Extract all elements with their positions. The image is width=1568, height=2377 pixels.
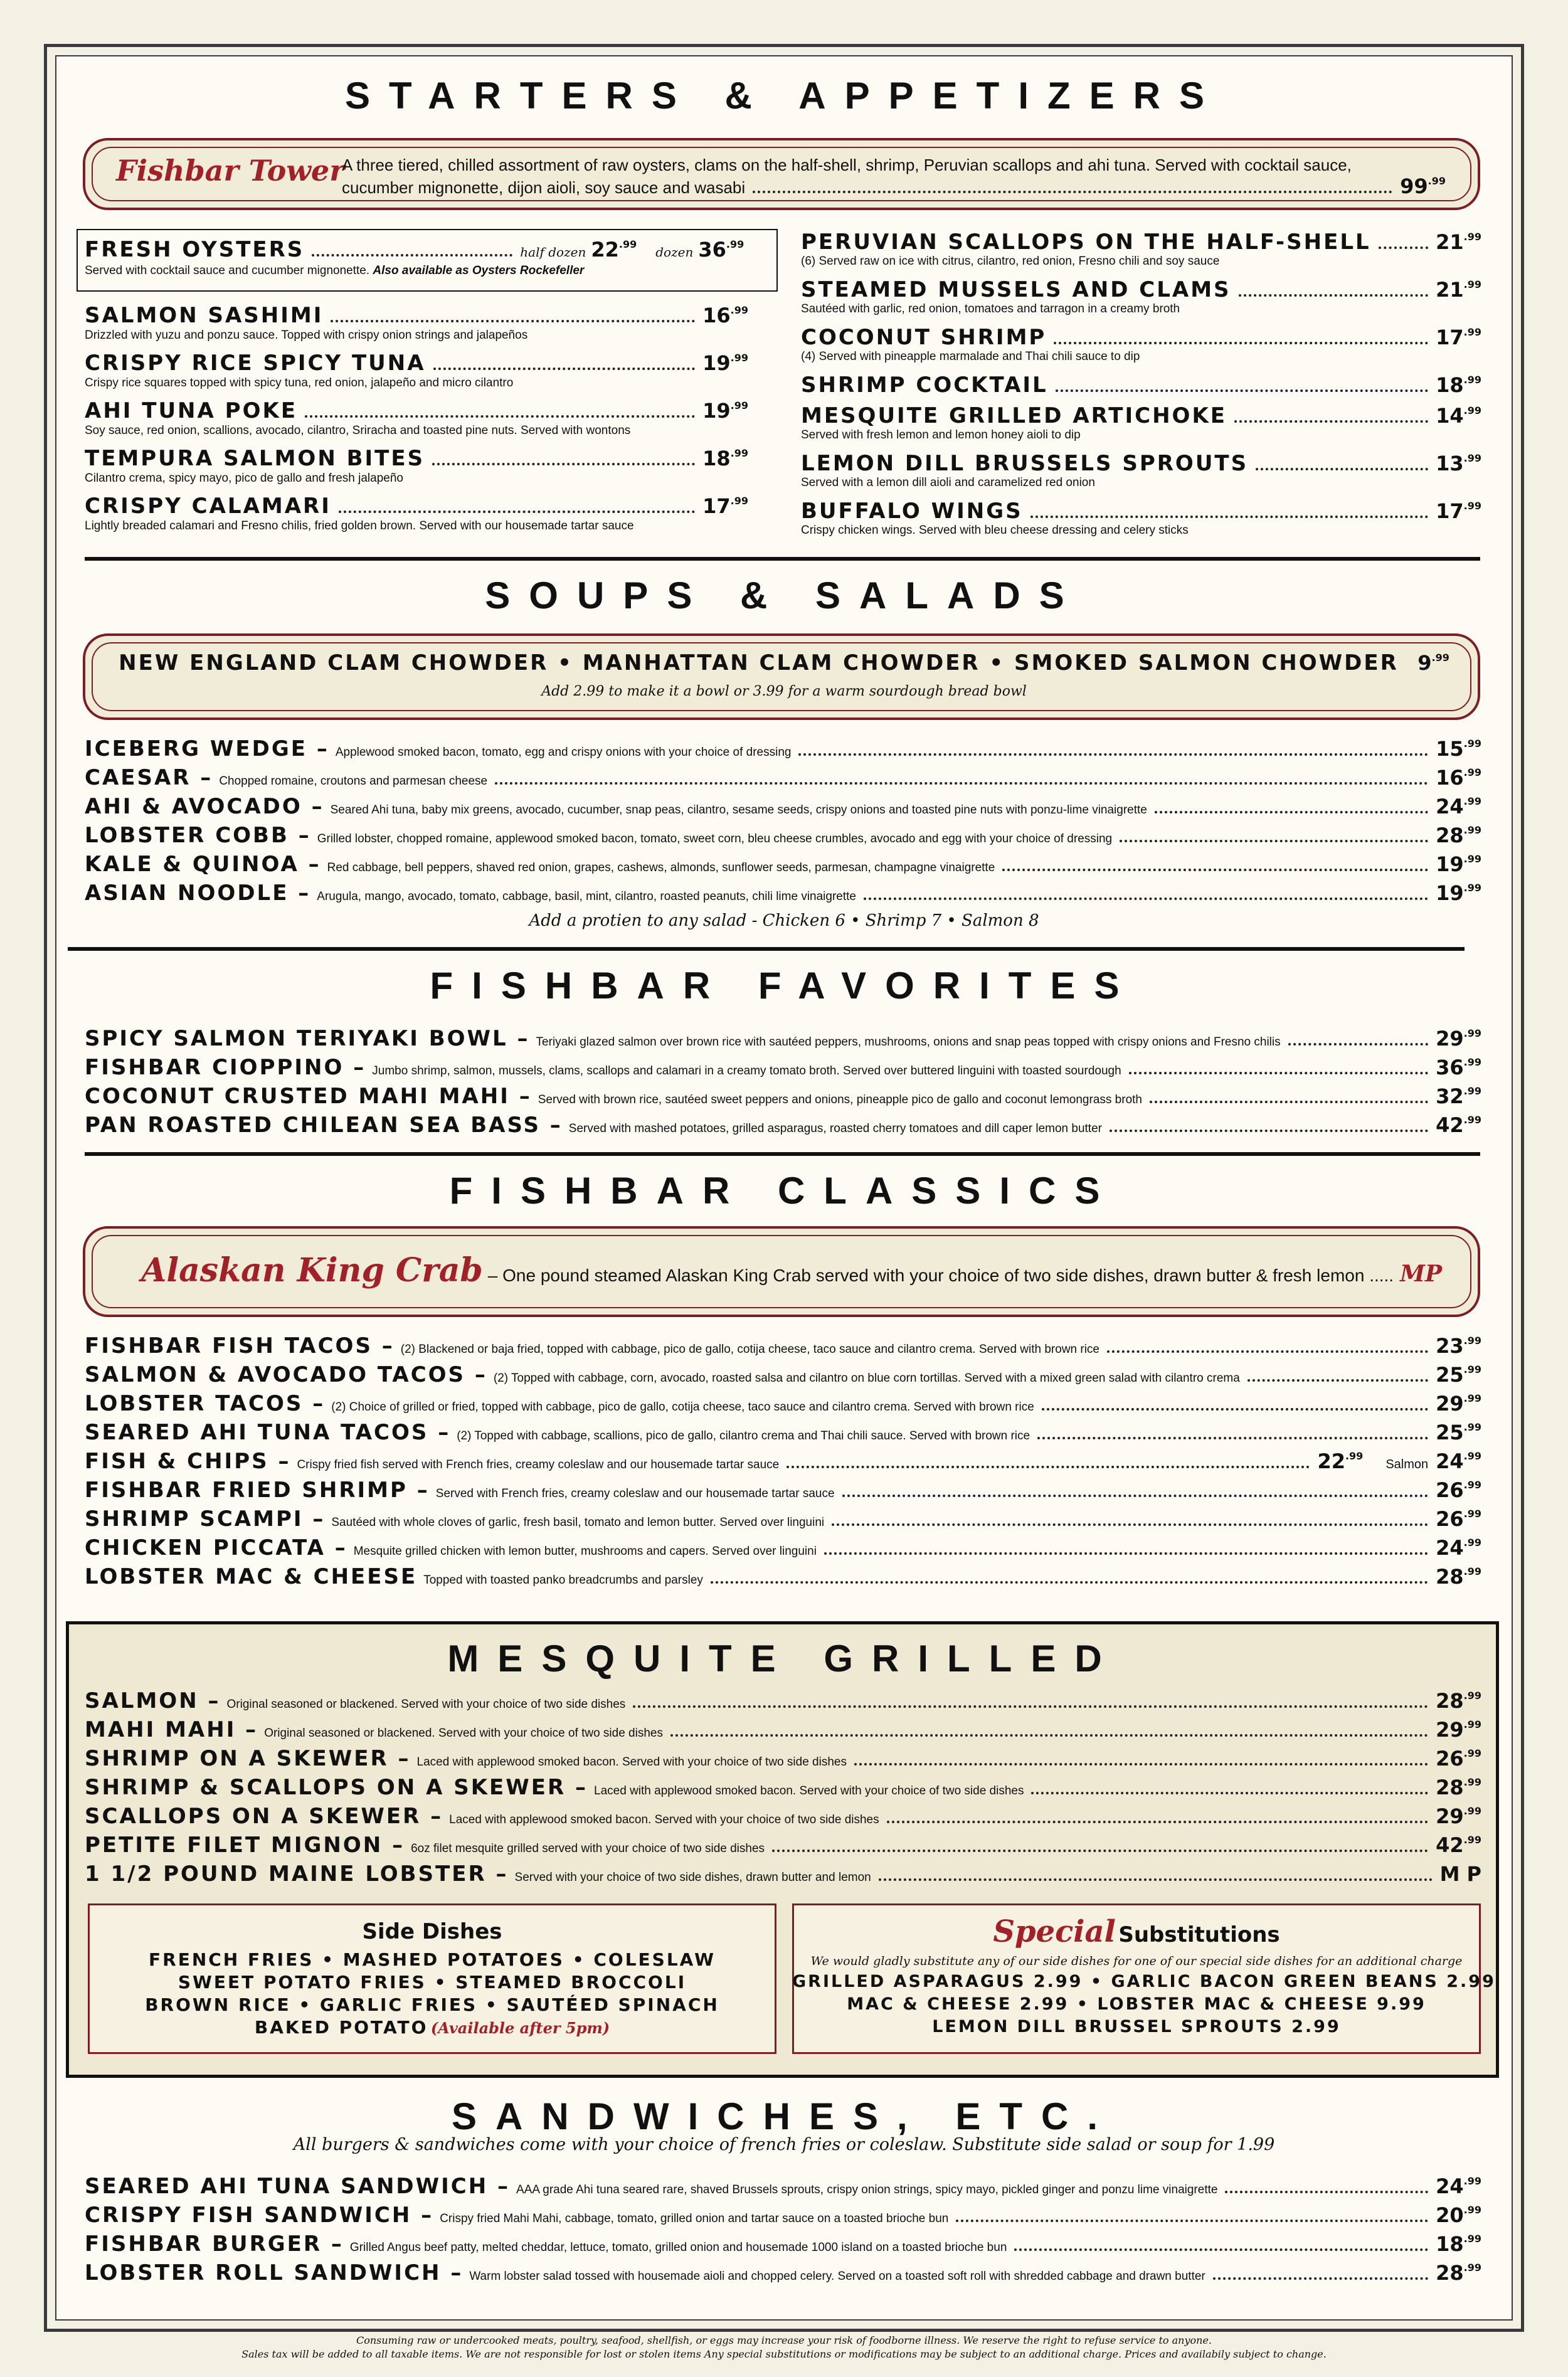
- item-desc: Drizzled with yuzu and ponzu sauce. Topped with crispy onion strings and jalapeños: [85, 329, 528, 342]
- menu-item: KALE & QUINOA – Red cabbage, bell peppers, shaved red onion, grapes, cashews, almonds, sunflower seeds, parmesan, champagne vinaigrette $19^{.99}$: [85, 852, 1481, 877]
- side-dishes-line: BAKED POTATO (Available after 5pm): [254, 2017, 610, 2038]
- menu-item: SHRIMP COCKTAIL $18^{.99}$: [801, 373, 1481, 398]
- king-crab-title: Alaskan King Crab: [141, 1251, 483, 1289]
- menu-item-fish-chips: FISH & CHIPS – Crispy fried fish served with French fries, creamy coleslaw and our housemade tartar sauce $22^{.99}$ Salmon $24^{.99}$: [85, 1449, 1481, 1474]
- chowder-banner: [83, 633, 1480, 720]
- item-desc: Served with fresh lemon and lemon honey aioli to dip: [801, 428, 1081, 442]
- side-dishes-line: BROWN RICE • GARLIC FRIES • SAUTÉED SPINACH: [145, 1994, 719, 2015]
- king-crab-desc: – One pound steamed Alaskan King Crab served with your choice of two side dishes, drawn butter & fresh lemon .....: [487, 1266, 1394, 1285]
- fishbar-tower-desc2: cucumber mignonette, dijon aioli, soy sauce and wasabi: [342, 178, 746, 197]
- chowder-price: $9^{.99}$: [1417, 651, 1449, 675]
- section-title-favorites: FISHBAR FAVORITES: [430, 965, 1138, 1007]
- section-divider: [85, 557, 1480, 561]
- special-subs-line: GRILLED ASPARAGUS 2.99 • GARLIC BACON GREEN BEANS 2.99: [792, 1972, 1496, 1991]
- chowder-row: [0, 650, 1568, 675]
- king-crab-row: [141, 1251, 1442, 1289]
- fishbar-tower-desc: A three tiered, chilled assortment of raw oysters, clams on the half-shell, shrimp, Peruvian scallops and ahi tuna. Served with cocktail sauce,: [342, 156, 1352, 174]
- menu-item: SALMON & AVOCADO TACOS – (2) Topped with cabbage, corn, avocado, roasted salsa and cilantro on blue corn tortillas. Served with a mixed green salad with cilantro crema $25^{.99}$: [85, 1362, 1481, 1387]
- menu-item: CRISPY FISH SANDWICH – Crispy fried Mahi Mahi, cabbage, tomato, grilled onion and tartar sauce on a toasted brioche bun $20^{.99}$: [85, 2203, 1481, 2228]
- menu-item: FISHBAR CIOPPINO – Jumbo shrimp, salmon, mussels, clams, scallops and calamari in a creamy tomato broth. Served over buttered linguini with toasted sourdough $36^{.99}$: [85, 1055, 1481, 1080]
- menu-item: CRISPY RICE SPICY TUNA $19^{.99}$: [85, 351, 748, 376]
- menu-item: ASIAN NOODLE – Arugula, mango, avocado, tomato, cabbage, basil, mint, cilantro, roasted peanuts, chili lime vinaigrette $19^{.99}$: [85, 881, 1481, 906]
- menu-item: SHRIMP ON A SKEWER – Laced with applewood smoked bacon. Served with your choice of two side dishes $26^{.99}$: [85, 1746, 1481, 1771]
- oysters-desc: Served with cocktail sauce and cucumber mignonette. Also available as Oysters Rockefeller: [85, 264, 585, 277]
- menu-item: CHICKEN PICCATA – Mesquite grilled chicken with lemon butter, mushrooms and capers. Served over linguini $24^{.99}$: [85, 1535, 1481, 1560]
- footer-disclaimer: Consuming raw or undercooked meats, poultry, seafood, shellfish, or eggs may increase your risk of foodborne illness. We reserve the right to refuse service to anyone.: [356, 2334, 1212, 2346]
- menu-item: PERUVIAN SCALLOPS ON THE HALF-SHELL $21^{.99}$: [801, 230, 1481, 255]
- item-desc: Cilantro crema, spicy mayo, pico de gallo and fresh jalapeño: [85, 472, 403, 485]
- menu-item: SCALLOPS ON A SKEWER – Laced with applewood smoked bacon. Served with your choice of two side dishes $29^{.99}$: [85, 1804, 1481, 1829]
- menu-item: SHRIMP SCAMPI – Sautéed with whole cloves of garlic, fresh basil, tomato and lemon butter. Served over linguini $26^{.99}$: [85, 1506, 1481, 1532]
- menu-item: CRISPY CALAMARI $17^{.99}$: [85, 494, 748, 519]
- menu-item: SEARED AHI TUNA SANDWICH – AAA grade Ahi tuna seared rare, shaved Brussels sprouts, crispy onion strings, spicy mayo, pickled ginger and ponzu lime vinaigrette $24^{.99}$: [85, 2174, 1481, 2199]
- side-dishes-title: Side Dishes: [362, 1919, 502, 1944]
- oysters-dozen-price: $36^{.99}$: [698, 238, 744, 262]
- menu-item: LEMON DILL BRUSSELS SPROUTS $13^{.99}$: [801, 451, 1481, 476]
- oysters-dozen-label: dozen: [655, 245, 694, 260]
- item-desc: Soy sauce, red onion, scallions, avocado, cilantro, Sriracha and toasted pine nuts. Served with wontons: [85, 424, 631, 437]
- item-desc: Served with a lemon dill aioli and caramelized red onion: [801, 476, 1095, 489]
- menu-item: SEARED AHI TUNA TACOS – (2) Topped with cabbage, scallions, pico de gallo, cilantro crema and Thai chili sauce. Served with brown rice $25^{.99}$: [85, 1420, 1481, 1445]
- menu-item: PETITE FILET MIGNON – 6oz filet mesquite grilled served with your choice of two side dishes $42^{.99}$: [85, 1833, 1481, 1858]
- chowder-note: Add 2.99 to make it a bowl or 3.99 for a warm sourdough bread bowl: [541, 684, 1027, 699]
- section-title-starters: STARTERS & APPETIZERS: [344, 75, 1224, 117]
- menu-item: STEAMED MUSSELS AND CLAMS $21^{.99}$: [801, 277, 1481, 302]
- menu-item: COCONUT SHRIMP $17^{.99}$: [801, 325, 1481, 350]
- item-desc: (4) Served with pineapple marmalade and Thai chili sauce to dip: [801, 350, 1140, 363]
- menu-item: MESQUITE GRILLED ARTICHOKE $14^{.99}$: [801, 403, 1481, 428]
- menu-item: LOBSTER TACOS – (2) Choice of grilled or fried, topped with cabbage, pico de gallo, cotija cheese, taco sauce and cilantro crema. Served with brown rice $29^{.99}$: [85, 1391, 1481, 1416]
- protein-note: Add a protien to any salad - Chicken 6 • Shrimp 7 • Salmon 8: [529, 911, 1039, 930]
- menu-item: 1 1/2 POUND MAINE LOBSTER – Served with your choice of two side dishes, drawn butter and lemon M P: [85, 1861, 1481, 1887]
- section-divider: [85, 1152, 1480, 1156]
- menu-item: MAHI MAHI – Original seasoned or blackened. Served with your choice of two side dishes $29^{.99}$: [85, 1717, 1481, 1742]
- menu-item: FISHBAR BURGER – Grilled Angus beef patty, melted cheddar, lettuce, tomato, grilled onion and housemade 1000 island on a toasted brioche bun $18^{.99}$: [85, 2231, 1481, 2257]
- menu-item: ICEBERG WEDGE – Applewood smoked bacon, tomato, egg and crispy onions with your choice of dressing $15^{.99}$: [85, 736, 1481, 761]
- item-desc: Lightly breaded calamari and Fresno chilis, fried golden brown. Served with our housemade tartar sauce: [85, 519, 634, 532]
- menu-item: LOBSTER MAC & CHEESE Topped with toasted panko breadcrumbs and parsley $28^{.99}$: [85, 1564, 1481, 1589]
- menu-item: AHI TUNA POKE $19^{.99}$: [85, 398, 748, 423]
- menu-item: SPICY SALMON TERIYAKI BOWL – Teriyaki glazed salmon over brown rice with sautéed peppers, mushrooms, onions and snap peas topped with crispy onions and Fresno chilis $29^{.99}$: [85, 1026, 1481, 1051]
- special-subs-line: LEMON DILL BRUSSEL SPROUTS 2.99: [932, 2017, 1341, 2036]
- section-title-sandwiches: SANDWICHES, ETC.: [451, 2095, 1117, 2137]
- sandwich-note: All burgers & sandwiches come with your choice of french fries or coleslaw. Substitute side salad or soup for 1.99: [293, 2135, 1275, 2154]
- section-title-classics: FISHBAR CLASSICS: [449, 1170, 1119, 1212]
- king-crab-price: MP: [1400, 1261, 1443, 1287]
- section-divider: [68, 947, 1465, 951]
- menu-item: AHI & AVOCADO – Seared Ahi tuna, baby mix greens, avocado, cucumber, snap peas, cilantro, sesame seeds, crispy onions and toasted pine nuts with ponzu-lime vinaigrette $24^{.99}$: [85, 794, 1481, 819]
- item-desc: (6) Served raw on ice with citrus, cilantro, red onion, Fresno chili and soy sauce: [801, 255, 1220, 268]
- menu-item: CAESAR – Chopped romaine, croutons and parmesan cheese $16^{.99}$: [85, 765, 1481, 790]
- item-desc: Sautéed with garlic, red onion, tomatoes and tarragon in a creamy broth: [801, 302, 1180, 315]
- side-dishes-line: SWEET POTATO FRIES • STEAMED BROCCOLI: [177, 1972, 687, 1993]
- menu-item: FISHBAR FRIED SHRIMP – Served with French fries, creamy coleslaw and our housemade tartar sauce $26^{.99}$: [85, 1478, 1481, 1503]
- side-dishes-line: FRENCH FRIES • MASHED POTATOES • COLESLAW: [149, 1949, 716, 1970]
- item-desc: Crispy chicken wings. Served with bleu cheese dressing and celery sticks: [801, 524, 1189, 537]
- oysters-half-price: $22^{.99}$: [591, 238, 637, 262]
- chowder-list: NEW ENGLAND CLAM CHOWDER • MANHATTAN CLAM CHOWDER • SMOKED SALMON CHOWDER: [119, 650, 1399, 675]
- oysters-name: FRESH OYSTERS: [85, 237, 305, 262]
- menu-item: SALMON – Original seasoned or blackened. Served with your choice of two side dishes $28^{.99}$: [85, 1688, 1481, 1713]
- special-subs-line: MAC & CHEESE 2.99 • LOBSTER MAC & CHEESE 9.99: [847, 1994, 1426, 2014]
- menu-item: SALMON SASHIMI $16^{.99}$: [85, 303, 748, 328]
- menu-item: BUFFALO WINGS $17^{.99}$: [801, 499, 1481, 524]
- dot-leader: [753, 191, 1392, 193]
- menu-item: LOBSTER COBB – Grilled lobster, chopped romaine, applewood smoked bacon, tomato, sweet corn, bleu cheese crumbles, avocado and egg with your choice of dressing $28^{.99}$: [85, 823, 1481, 848]
- fishbar-tower-price: $99^{.99}$: [1400, 174, 1446, 198]
- fishbar-tower-title: Fishbar Tower: [116, 154, 345, 188]
- menu-item: FISHBAR FISH TACOS – (2) Blackened or baja fried, topped with cabbage, pico de gallo, cotija cheese, taco sauce and cilantro crema. Served with brown rice $23^{.99}$: [85, 1333, 1481, 1358]
- fishbar-tower-row: [342, 174, 1446, 198]
- menu-item: COCONUT CRUSTED MAHI MAHI – Served with brown rice, sautéed sweet peppers and onions, pineapple pico de gallo and coconut lemongrass broth $32^{.99}$: [85, 1084, 1481, 1109]
- menu-item: LOBSTER ROLL SANDWICH – Warm lobster salad tossed with housemade aioli and chopped celery. Served on a toasted soft roll with shredded cabbage and drawn butter $28^{.99}$: [85, 2260, 1481, 2285]
- special-subs-note: We would gladly substitute any of our side dishes for one of our special side dishes for an additional charge: [810, 1954, 1463, 1968]
- item-desc: Crispy rice squares topped with spicy tuna, red onion, jalapeño and micro cilantro: [85, 376, 514, 389]
- special-subs-title: Special Substitutions: [993, 1914, 1280, 1949]
- menu-item: SHRIMP & SCALLOPS ON A SKEWER – Laced with applewood smoked bacon. Served with your choice of two side dishes $28^{.99}$: [85, 1775, 1481, 1800]
- oysters-half-label: half dozen: [520, 245, 586, 260]
- section-title-mesquite: MESQUITE GRILLED: [447, 1638, 1121, 1680]
- oysters-row: [85, 237, 775, 262]
- footer-policy: Sales tax will be added to all taxable items. We are not responsible for lost or stolen items Any special substitutions or modifications may be subject to an additional charge. Prices and availabily subject to change.: [241, 2348, 1327, 2360]
- dot-leader: [312, 254, 512, 257]
- menu-item: TEMPURA SALMON BITES $18^{.99}$: [85, 446, 748, 471]
- section-title-soups: SOUPS & SALADS: [485, 574, 1083, 617]
- menu-item: PAN ROASTED CHILEAN SEA BASS – Served with mashed potatoes, grilled asparagus, roasted cherry tomatoes and dill caper lemon butter $42^{.99}$: [85, 1113, 1481, 1138]
